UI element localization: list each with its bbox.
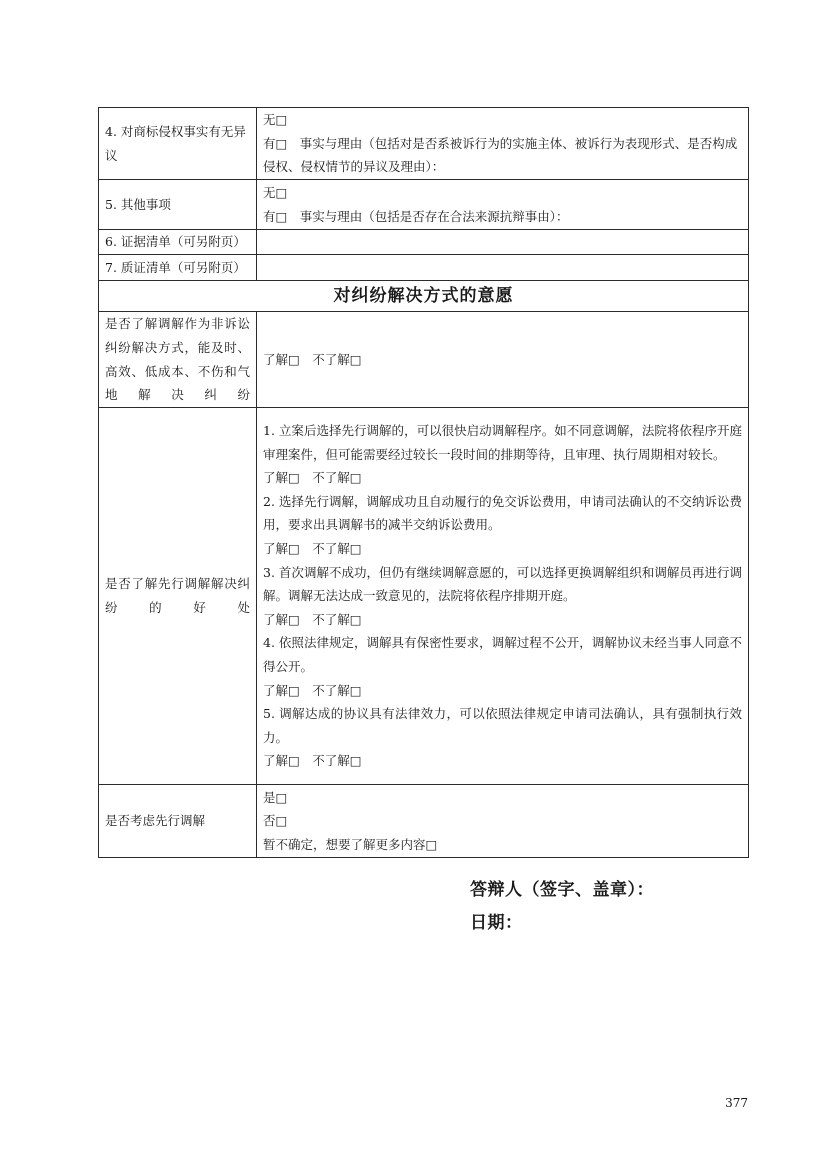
benefit-item-choice[interactable]: 了解□ 不了解□: [263, 753, 362, 769]
table-row-evidence-list: [99, 230, 749, 255]
table-row-cross-exam-list: [99, 255, 749, 281]
row-label-evidence-list: 6. 证据清单（可另附页）: [99, 230, 257, 255]
option-none[interactable]: 无□: [263, 112, 288, 128]
benefit-item-choice[interactable]: 了解□ 不了解□: [263, 611, 362, 627]
benefit-item-text: 4. 依照法律规定，调解具有保密性要求，调解过程不公开，调解协议未经当事人同意不得公开。: [263, 635, 742, 674]
row-label-trademark-objection: 4. 对商标侵权事实有无异议: [99, 108, 257, 180]
answer-form-table: [98, 107, 749, 858]
row-label-understand-mediation: 是否了解调解作为非诉讼纠纷解决方式，能及时、高效、低成本、不伤和气地解决纠纷: [99, 312, 257, 408]
benefit-item-choice[interactable]: 了解□ 不了解□: [263, 682, 362, 698]
signature-block: [470, 874, 654, 940]
signer-label: 答辩人（签字、盖章）：: [470, 880, 654, 900]
row-label-other-matters: 5. 其他事项: [99, 180, 257, 230]
benefit-item-text: 1. 立案后选择先行调解的，可以很快启动调解程序。如不同意调解，法院将依程序开庭审理案件，但可能需要经过较长一段时间的排期等待，且审理、执行周期相对较长。: [263, 423, 742, 462]
table-row-other-matters: [99, 180, 749, 230]
date-label: 日期：: [470, 913, 523, 933]
understand-mediation-choice[interactable]: 了解□ 不了解□: [257, 312, 749, 408]
row-label-cross-exam-list: 7. 质证清单（可另附页）: [99, 255, 257, 281]
evidence-list-field[interactable]: [257, 230, 749, 255]
option-has-other[interactable]: 有□ 事实与理由（包括是否存在合法来源抗辩事由）：: [263, 208, 569, 224]
row-content-mediation-benefits: [257, 408, 749, 785]
option-no[interactable]: 否□: [263, 813, 288, 829]
benefit-item-text: 5. 调解达成的协议具有法律效力，可以依照法律规定申请司法确认，具有强制执行效力。: [263, 706, 742, 745]
benefit-item-text: 3. 首次调解不成功，但仍有继续调解意愿的，可以选择更换调解组织和调解员再进行调解。调解无法达成一致意见的，法院将依程序排期开庭。: [263, 564, 742, 604]
table-row-consider-mediation: [99, 785, 749, 858]
option-unsure[interactable]: 暂不确定，想要了解更多内容□: [263, 836, 438, 852]
row-content-consider-mediation: [257, 785, 749, 858]
option-has-objection[interactable]: 有□ 事实与理由（包括对是否系被诉行为的实施主体、被诉行为表现形式、是否构成侵权、侵权情节的异议及理由）：: [263, 135, 738, 175]
section-title: 对纠纷解决方式的意愿: [99, 281, 749, 312]
option-none[interactable]: 无□: [263, 184, 288, 200]
benefit-item-choice[interactable]: 了解□ 不了解□: [263, 470, 362, 486]
row-content-other-matters: [257, 180, 749, 230]
table-row-trademark-objection: [99, 108, 749, 180]
table-row-section-title: [99, 281, 749, 312]
cross-exam-list-field[interactable]: [257, 255, 749, 281]
table-row-understand-mediation: [99, 312, 749, 408]
benefit-item-text: 2. 选择先行调解，调解成功且自动履行的免交诉讼费用，申请司法确认的不交纳诉讼费用，要求出具调解书的减半交纳诉讼费用。: [263, 493, 742, 533]
row-label-consider-mediation: 是否考虑先行调解: [99, 785, 257, 858]
page-number: 377: [725, 1096, 748, 1110]
option-yes[interactable]: 是□: [263, 789, 288, 805]
row-content-trademark-objection: [257, 108, 749, 180]
table-row-mediation-benefits: [99, 408, 749, 785]
row-label-mediation-benefits: 是否了解先行调解解决纠纷的好处: [99, 408, 257, 785]
benefit-item-choice[interactable]: 了解□ 不了解□: [263, 541, 362, 557]
